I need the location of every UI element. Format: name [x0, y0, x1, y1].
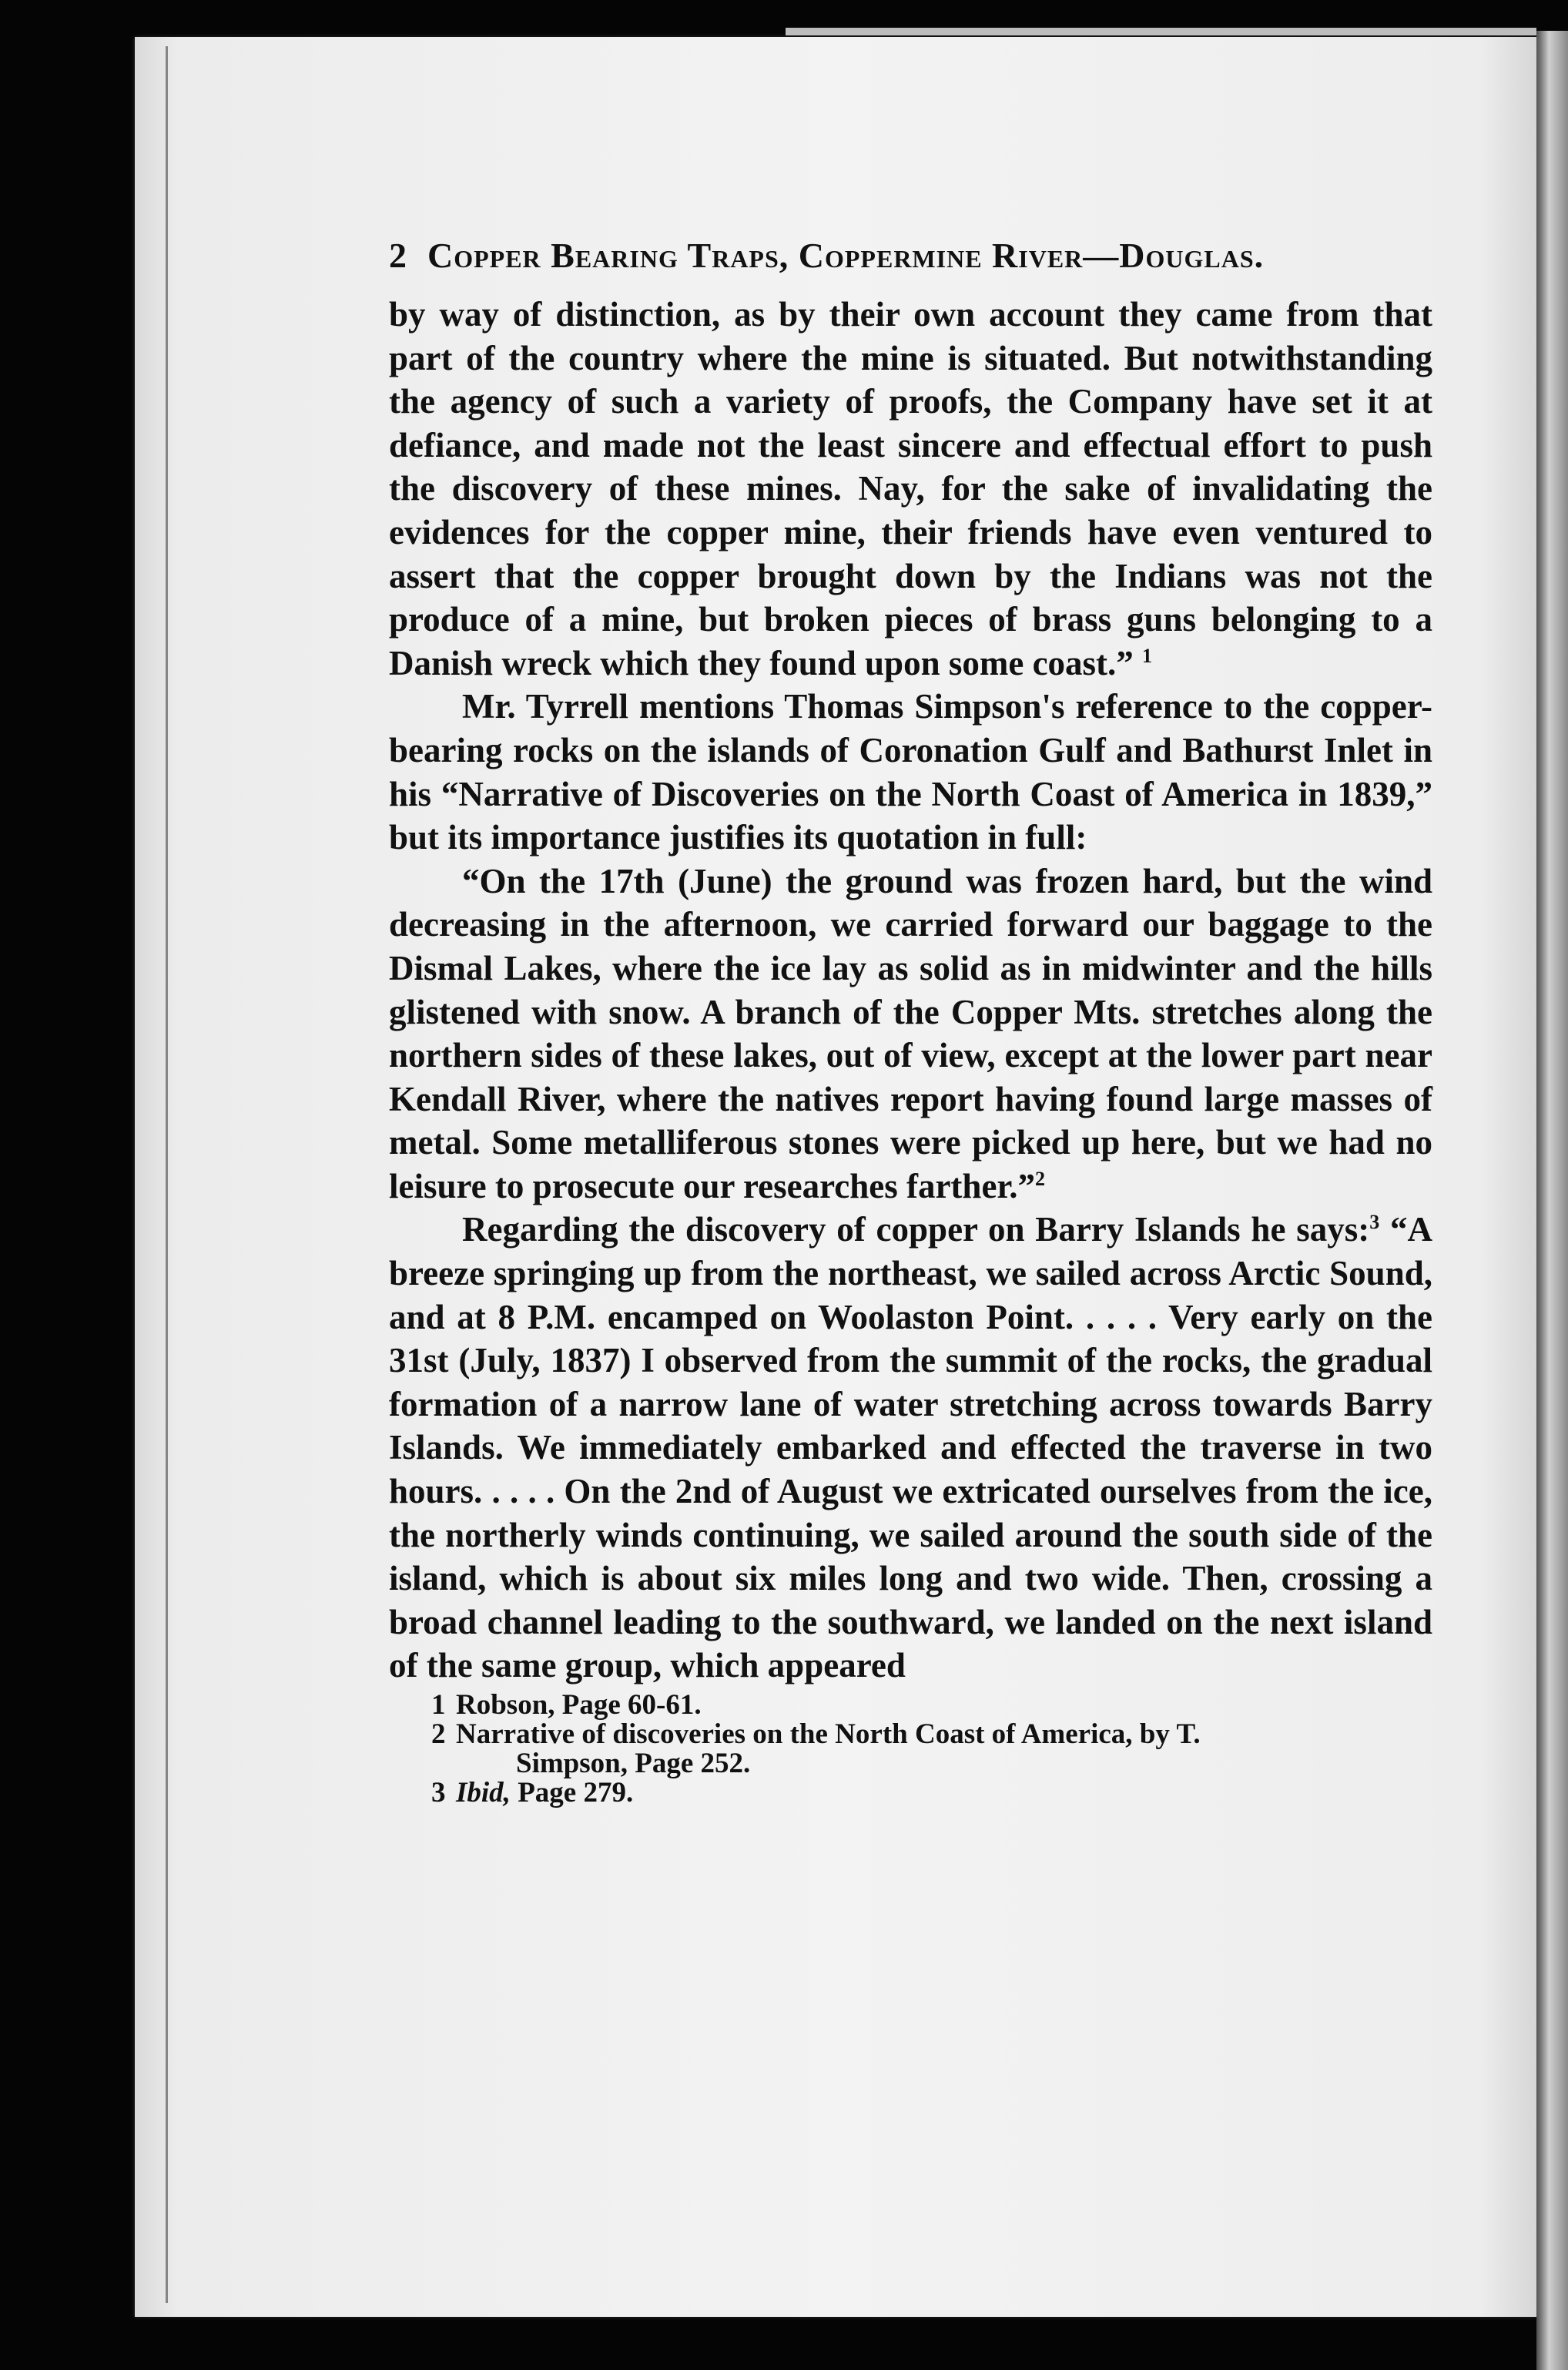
page-right-edge [1536, 31, 1568, 2370]
paragraph-1: by way of distinction, as by their own account they came from that part of the country where the mine is situated. But notwithstanding the agency of such a variety of proofs, the Company have set it at defiance, and made not the least sincere and effectual effort to push the discovery of these mines. Nay, for the sake of invalidating the evidences for the copper mine, their friends have even ventured to assert that the copper brought down by the Indians was not the produce of a mine, but broken pieces of brass guns belonging to a Danish wreck which they found upon some coast.” $^1$ [389, 295, 1432, 682]
page-number: 2 [389, 236, 407, 275]
paragraph-3-quote: “On the 17th (June) the ground was frozen hard, but the wind decreasing in the afternoon, we carried forward our baggage to the Dismal Lakes, where the ice lay as solid as in midwinter and the hills glistened with snow. A branch of the Copper Mts. stretches along the northern sides of these lakes, out of view, except at the lower part near Kendall River, where the natives report having found large masses of metal. Some metalliferous stones were picked up here, but we had no leisure to prosecute our researches farther.”$^2$ [389, 861, 1432, 1205]
ibid-label: Ibid, [456, 1777, 511, 1809]
footnote-1: 1 Robson, Page 60-61. [431, 1689, 702, 1721]
running-head [389, 235, 1432, 276]
footnote-ref-1: 1 [1142, 644, 1153, 667]
footnote-2: 2 Narrative of discoveries on the North Coast of America, by T. Simpson, Page 252. [431, 1718, 1201, 1779]
paragraph-2: Mr. Tyrrell mentions Thomas Simpson's reference to the copper-bearing rocks on the islands of Coronation Gulf and Bathurst Inlet in his “Narrative of Discoveries on the North Coast of America in 1839,” but its importance justifies its quotation in full: [389, 687, 1432, 857]
footnote-ref-3: 3 [1369, 1211, 1380, 1234]
page-left-margin-line [166, 46, 168, 2303]
paragraph-4: Regarding the discovery of copper on Barry Islands he says:$^3$ “A breeze springing up from the northeast, we sailed across Arctic Sound, and at 8 P.M. encamped on Woolaston Point. . . . . Very early on the 31st (July, 1837) I observed from the summit of the rocks, the gradual formation of a narrow lane of water stretching across towards Barry Islands. We immediately embarked and effected the traverse in two hours. . . . . On the 2nd of August we extricated ourselves from the ice, the northerly winds continuing, we sailed around the south side of the island, which is about six miles long and two wide. Then, crossing a broad channel leading to the southward, we landed on the next island of the same group, which appeared [389, 1210, 1432, 1685]
footnotes [389, 1691, 1432, 1808]
footnote-ref-2: 2 [1035, 1167, 1046, 1190]
footnote-3: 3 Ibid, Page 279. [431, 1777, 634, 1809]
running-head-title: Copper Bearing Traps, Coppermine River—Douglas. [427, 236, 1265, 275]
page-top-edge [786, 28, 1536, 35]
page-content [389, 235, 1432, 1808]
